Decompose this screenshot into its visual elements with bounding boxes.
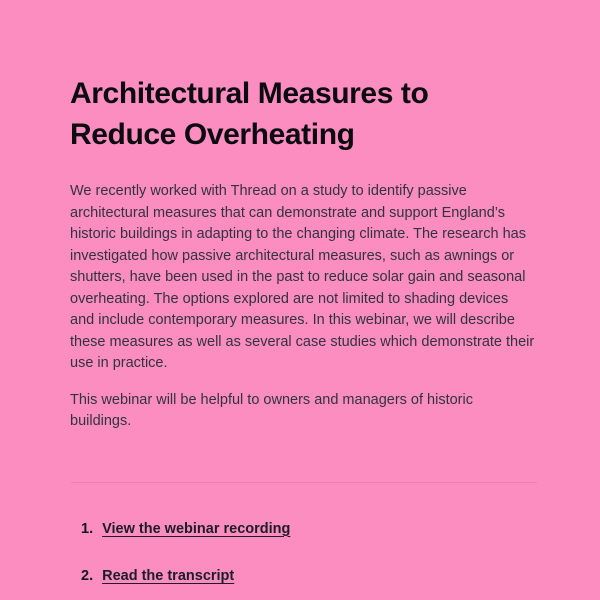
page-title: Architectural Measures to Reduce Overheating [70,77,429,151]
resource-link-list [70,519,536,588]
transcript-link[interactable]: Read the transcript [102,568,235,584]
audience-paragraph: This webinar will be helpful to owners and managers of historic buildings. [70,391,473,429]
list-item-number: 2. [81,568,94,584]
list-item-number: 1. [81,520,94,537]
list-item [81,519,536,541]
list-item [81,566,536,588]
webinar-recording-link[interactable]: View the webinar recording [102,520,291,537]
section-divider [71,482,537,483]
intro-paragraph: We recently worked with Thread on a study to identify passive architectural measures that can demonstrate and support England’s historic buildings in adapting to the changing climate. The research has investigated how passive architectural measures, such as awnings or shutters, have been used in the past to reduce solar gain and seasonal overheating. The options explored are not limited to shading devices and include contemporary measures. In this webinar, we will describe these measures as well as several case studies which demonstrate their use in practice. [70,183,535,371]
